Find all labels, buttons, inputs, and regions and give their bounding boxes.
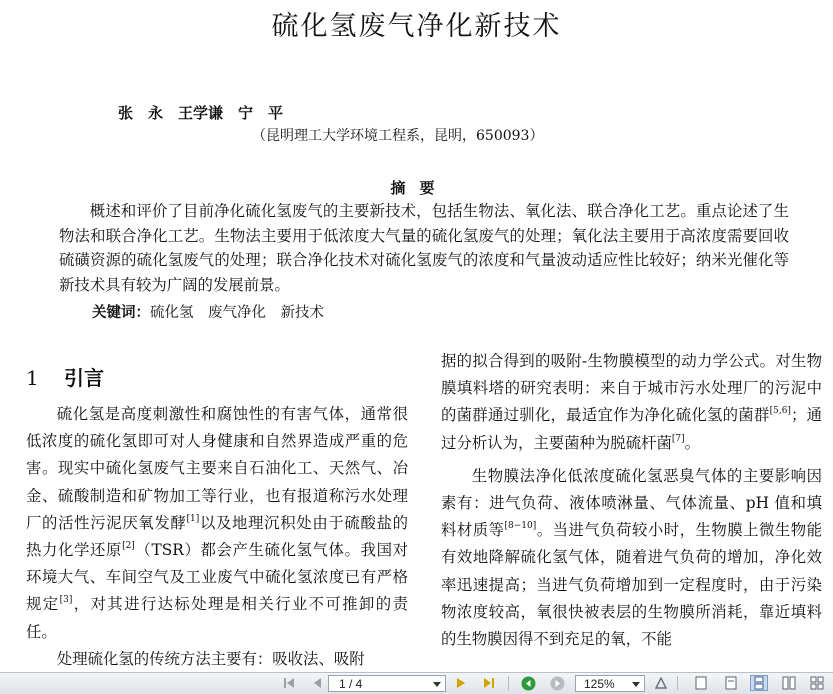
zoom-value: 125% (584, 676, 615, 691)
abstract-text: 概述和评价了目前净化硫化氢废气的主要新技术，包括生物法、氧化法、联合净化工艺。重点论述了生物法和联合净化工艺。生物法主要用于低浓度大气量的硫化氢废气的处理；氧化法主要用于高浓度需要回收硫磺资源的硫化氢废气的处理；联合净化技术对硫化氢废气的浓度和气量波动适应性比较好；纳米光催化等新技术具有较为广阔的发展前景。 (59, 202, 789, 294)
section-heading (26, 362, 104, 391)
chevron-down-icon[interactable] (433, 677, 441, 691)
authors: 张 永 王学谦 宁 平 (118, 104, 284, 122)
single-page-icon[interactable] (722, 675, 740, 691)
chevron-down-icon[interactable] (632, 677, 640, 691)
facing-pages-icon[interactable] (780, 675, 798, 691)
keywords (92, 301, 324, 322)
zoom-select[interactable] (575, 675, 645, 692)
right-column (441, 348, 822, 653)
citation-5-6[interactable]: [5,6] (769, 406, 791, 417)
keywords-label: 关键词： (92, 304, 150, 321)
page-number-input[interactable] (328, 675, 446, 692)
last-page-icon[interactable] (480, 675, 498, 691)
back-icon[interactable] (519, 675, 537, 691)
citation-7[interactable]: [7] (671, 433, 685, 444)
citation-1[interactable]: [1] (186, 513, 200, 524)
intro-paragraph-1: 硫化氢是高度刺激性和腐蚀性的有害气体，通常很低浓度的硫化氢即可对人身健康和自然界造成严重的危害。现实中硫化氢废气主要来自石油化工、天然气、冶金、硫酸制造和矿物加工等行业，也有报道称污水处理厂的活性污泥厌氧发酵[1]以及地理沉积处由于硫酸盐的热力化学还原[2]（TSR）都会产生硫化氢气体。我国对环境大气、车间空气及工业废气中硫化氢浓度已有严格规定[3]，对其进行达标处理是相关行业不可推卸的责任。 (26, 405, 408, 641)
paper-title: 硫化氢废气净化新技术 (271, 11, 562, 42)
page-number-value: 1 / 4 (339, 676, 363, 691)
affiliation: （昆明理工大学环境工程系，昆明，650093） (252, 128, 544, 144)
forward-icon[interactable] (548, 675, 566, 691)
previous-page-icon[interactable] (308, 675, 326, 691)
left-column (26, 401, 408, 672)
continuous-page-icon[interactable] (750, 675, 768, 691)
keywords-list: 硫化氢 废气净化 新技术 (150, 305, 324, 321)
right-paragraph-1: 据的拟合得到的吸附-生物膜模型的动力学公式。对生物膜填料塔的研究表明：来自于城市污水处理厂的污泥中的菌群通过驯化，最适宜作为净化硫化氢的菌群[5,6]；通过分析认为，主要菌种为脱硫杆菌[7]。 (441, 352, 822, 452)
citation-2[interactable]: [2] (122, 541, 135, 552)
citation-8-10[interactable]: [8−10] (504, 521, 537, 532)
citation-3[interactable]: [3] (59, 595, 73, 606)
next-page-icon[interactable] (452, 675, 470, 691)
section-title: 引言 (64, 366, 104, 390)
abstract-heading: 摘要 (390, 179, 449, 197)
fit-page-icon[interactable] (692, 675, 710, 691)
viewer-toolbar (0, 672, 833, 694)
zoom-in-icon[interactable] (652, 675, 670, 691)
continuous-facing-icon[interactable] (808, 675, 826, 691)
first-page-icon[interactable] (280, 675, 298, 691)
intro-paragraph-2: 处理硫化氢的传统方法主要有：吸收法、吸附 (56, 649, 365, 668)
right-paragraph-2: 生物膜法净化低浓度硫化氢恶臭气体的主要影响因素有：进气负荷、液体喷淋量、气体流量、pH 值和填料材质等[8−10]。当进气负荷较小时，生物膜上微生物能有效地降解硫化氢气体，随着进气负荷的增加，净化效率迅速提高；当进气负荷增加到一定程度时，由于污染物浓度较高，氧很快被表层的生物膜所消耗，靠近填料的生物膜因得不到充足的氧，不能 (441, 466, 822, 649)
section-number: 1 (26, 366, 39, 390)
